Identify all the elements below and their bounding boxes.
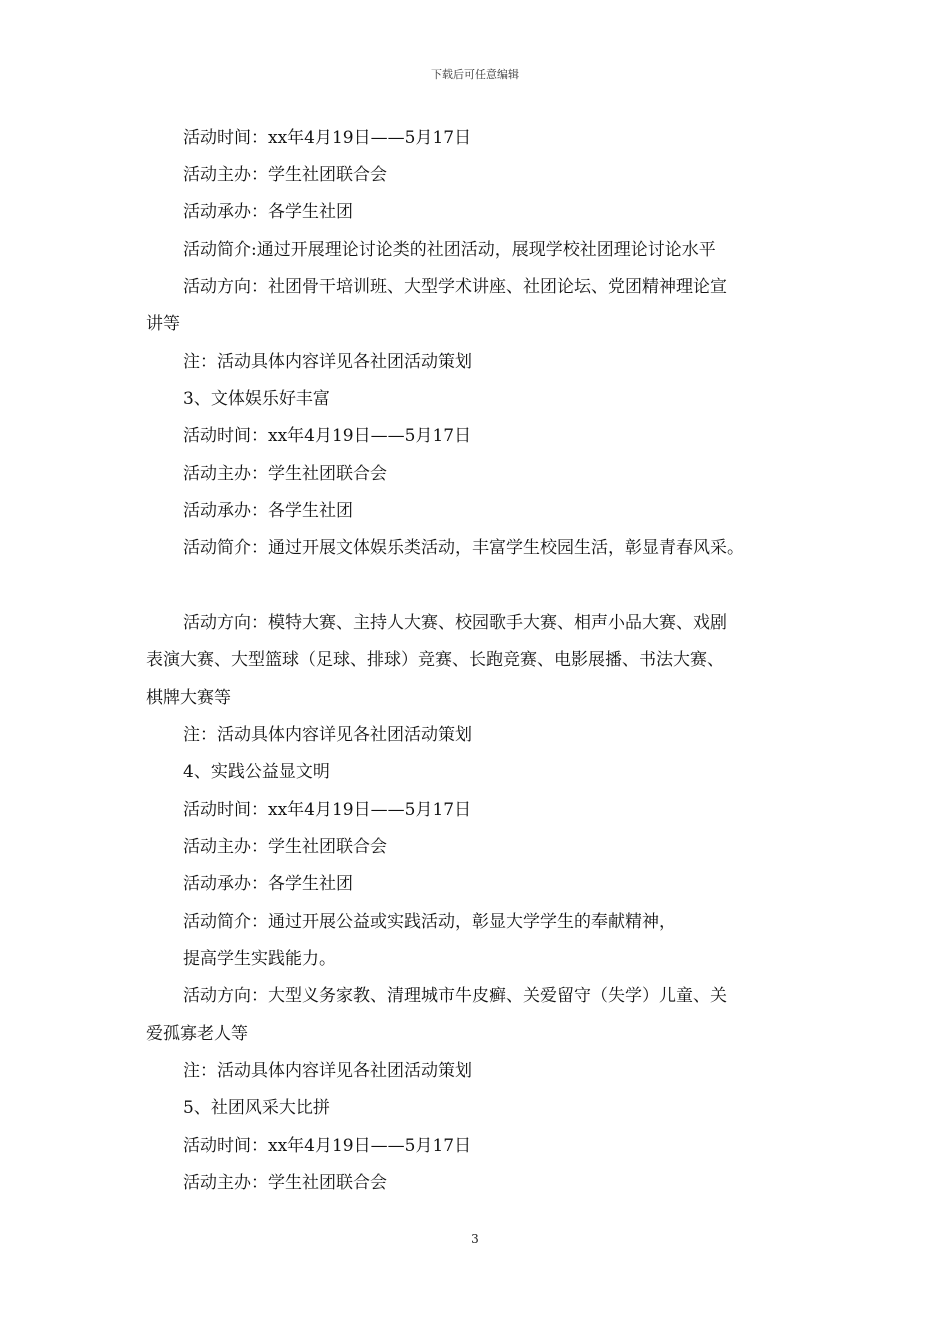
text-line: 注：活动具体内容详见各社团活动策划 xyxy=(183,725,472,745)
section-heading: 5、社团风采大比拼 xyxy=(183,1098,330,1118)
text-line: 活动承办：各学生社团 xyxy=(183,202,353,222)
text-line: 活动简介：通过开展公益或实践活动，彰显大学学生的奉献精神， xyxy=(183,912,676,932)
text-line: 讲等 xyxy=(146,314,180,334)
text-line: 活动时间：xx年4月19日——5月17日 xyxy=(183,426,472,446)
text-line: 活动时间：xx年4月19日——5月17日 xyxy=(183,128,472,148)
text-line: 棋牌大赛等 xyxy=(146,688,231,708)
page-header: 下载后可任意编辑 xyxy=(431,68,519,81)
text-line: 活动简介:通过开展理论讨论类的社团活动，展现学校社团理论讨论水平 xyxy=(183,240,716,260)
text-line: 活动时间：xx年4月19日——5月17日 xyxy=(183,800,472,820)
text-line: 活动方向：模特大赛、主持人大赛、校园歌手大赛、相声小品大赛、戏剧 xyxy=(183,613,727,633)
section-heading: 3、文体娱乐好丰富 xyxy=(183,389,330,409)
text-line: 活动方向：社团骨干培训班、大型学术讲座、社团论坛、党团精神理论宣 xyxy=(183,277,727,297)
text-line: 活动时间：xx年4月19日——5月17日 xyxy=(183,1136,472,1156)
text-line: 提高学生实践能力。 xyxy=(183,949,336,969)
text-line: 爱孤寡老人等 xyxy=(146,1024,248,1044)
text-line: 活动承办：各学生社团 xyxy=(183,874,353,894)
text-line: 活动方向：大型义务家教、清理城市牛皮癣、关爱留守（失学）儿童、关 xyxy=(183,986,727,1006)
text-line: 活动简介：通过开展文体娱乐类活动，丰富学生校园生活，彰显青春风采。 xyxy=(183,538,744,558)
text-line: 表演大赛、大型篮球（足球、排球）竞赛、长跑竞赛、电影展播、书法大赛、 xyxy=(146,650,724,670)
text-line: 活动主办：学生社团联合会 xyxy=(183,1173,387,1193)
text-line: 注：活动具体内容详见各社团活动策划 xyxy=(183,1061,472,1081)
section-heading: 4、实践公益显文明 xyxy=(183,762,330,782)
text-line: 活动主办：学生社团联合会 xyxy=(183,165,387,185)
page-number: 3 xyxy=(471,1232,479,1246)
text-line: 活动承办：各学生社团 xyxy=(183,501,353,521)
text-line: 注：活动具体内容详见各社团活动策划 xyxy=(183,352,472,372)
text-line: 活动主办：学生社团联合会 xyxy=(183,464,387,484)
text-line: 活动主办：学生社团联合会 xyxy=(183,837,387,857)
